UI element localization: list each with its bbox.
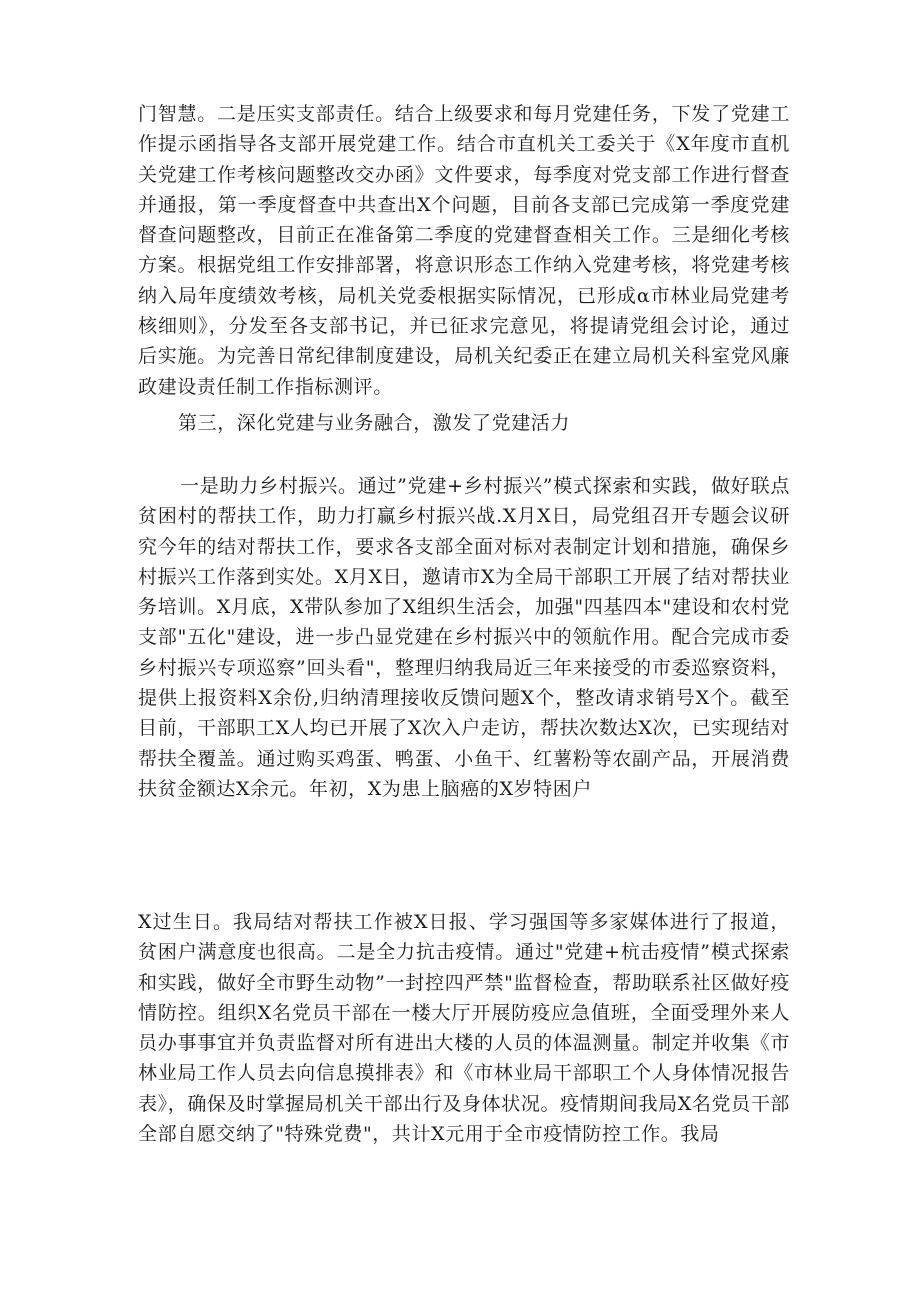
body-paragraph-1: 门智慧。二是压实支部责任。结合上级要求和每月党建任务，下发了党建工作提示函指导各支部开展党建工作。结合市直机关工委关于《X年度市直机关党建工作考核问题整改交办函》文件要求，每季度对党支部工作进行督查并通报，第一季度督查中共查出X个问题，目前各支部已完成第一季度党建督查问题整改，目前正在准备第二季度的党建督查相关工作。三是细化考核方案。根据党组工作安排部署，将意识形态工作纳入党建考核，将党建考核纳入局年度绩效考核，局机关党委根据实际情况，已形成α市林业局党建考核细则》，分发至各支部书记，并已征求完意见，将提请党组会讨论，通过后实施。为完善日常纪律制度建设，局机关纪委正在建立局机关科室党风廉政建设责任制工作指标测评。 [138,103,790,398]
section-heading: 第三，深化党建与业务融合，激发了党建活力 [178,412,571,434]
body-paragraph-3: X过生日。我局结对帮扶工作被X日报、学习强国等多家媒体进行了报道，贫困户满意度也很高。二是全力抗击疫情。通过"党建+杭击疫情”模式探索和实践，做好全市野生动物”一封控四严禁"监督检查，帮助联系社区做好疫情防控。组织X名党员干部在一楼大厅开展防疫应急值班，全面受理外来人员办事事宜并负责监督对所有进出大楼的人员的体温测量。制定并收集《市林业局工作人员去向信息摸排表》和《市林业局干部职工个人身体情况报告表》，确保及时掌握局机关干部出行及身体状况。疫情期间我局X名党员干部全部自愿交纳了"特殊党费"，共计X元用于全市疫情防控工作。我局 [138,911,790,1146]
body-paragraph-2: 一是助力乡村振兴。通过”党建+乡村振兴”模式探索和实践，做好联点贫困村的帮扶工作，助力打赢乡村振兴战.X月X日，局党组召开专题会议研究今年的结对帮扶工作，要求各支部全面对标对表制定计划和措施，确保乡村振兴工作落到实处。X月X日，邀请市X为全局干部职工开展了结对帮扶业务培训。X月底，X带队参加了X组织生活会，加强"四基四本"建设和农村党支部"五化"建设，进一步凸显党建在乡村振兴中的领航作用。配合完成市委乡村振兴专项巡察”回头看"，整理归纳我局近三年来接受的市委巡察资料，提供上报资料X余份,归纳清理接收反馈问题X个，整改请求销号X个。截至目前，干部职工X人均已开展了X次入户走访，帮扶次数达X次，已实现结对帮扶全覆盖。通过购买鸡蛋、鸭蛋、小鱼干、红薯粉等农副产品，开展消费扶贫金额达X余元。年初，X为患上脑癌的X岁特困户 [138,475,790,800]
